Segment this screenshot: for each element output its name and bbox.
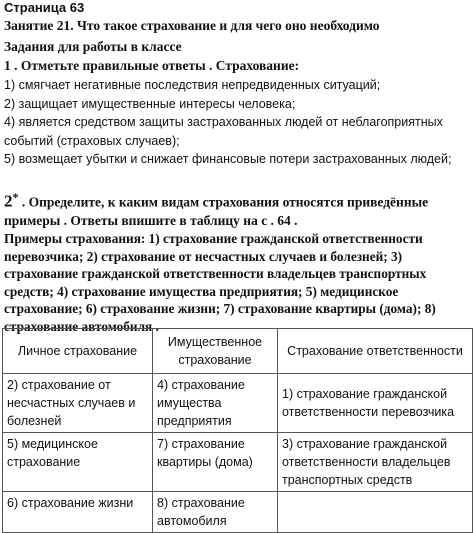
lesson-title: Занятие 21. Что такое страхование и для чего оно необходимо <box>4 18 380 33</box>
table-cell: 6) страхование жизни <box>3 492 153 533</box>
question-2-number: 2 <box>4 191 13 211</box>
question-2 <box>4 188 472 231</box>
table-cell: 3) страхование гражданской ответственности владельцев транспортных средств <box>278 433 473 492</box>
answer-item: 5) возмещает убытки и снижает финансовые потери застрахованных людей; <box>4 152 452 166</box>
answer-item: 2) защищает имущественные интересы человека; <box>4 96 296 111</box>
table-cell: 5) медицинское страхование <box>3 433 153 492</box>
header-personal: Личное страхование <box>3 329 153 374</box>
table-cell: 8) страхование автомобиля <box>153 492 278 533</box>
table-cell: 1) страхование гражданской ответственности перевозчика <box>278 374 473 433</box>
page-label: Страница 63 <box>4 0 85 15</box>
table-header-row <box>3 329 473 374</box>
examples-text: Примеры страхования: 1) страхование гражданской ответственности перевозчика; 2) страхование от несчастных случаев и болезней; 3) страхование гражданской ответственности владельцев транспортных средств; 4) страхование имущества предприятия; 5) медицинское страхование; 6) страхование жизни; 7) страхование квартиры (дома); 8) страхование автомобиля . <box>4 231 436 334</box>
answer-item: 1) смягчает негативные последствия непредвиденных ситуаций; <box>4 78 381 92</box>
tasks-heading: Задания для работы в классе <box>4 39 182 54</box>
question-2-text: . Определите, к каким видам страхования относятся приведённые примеры . Ответы впишите в таблицу на с . 64 . <box>4 194 429 228</box>
answer-table <box>2 328 473 533</box>
table-row <box>3 374 473 433</box>
header-property: Имущественное страхование <box>153 329 278 374</box>
table-cell: 4) страхование имущества предприятия <box>153 374 278 433</box>
table-cell: 2) страхование от несчастных случаев и болезней <box>3 374 153 433</box>
header-liability: Страхование ответственности <box>278 329 473 374</box>
question-1-answers <box>4 76 470 169</box>
table-cell: 7) страхование квартиры (дома) <box>153 433 278 492</box>
answer-item: 4) является средством защиты застрахованных людей от неблагоприятных событий (страховых случаев); <box>4 115 443 148</box>
table-cell <box>278 492 473 533</box>
star-mark: * <box>12 190 19 204</box>
table-row <box>3 492 473 533</box>
question-1-title: 1 . Отметьте правильные ответы . Страхование: <box>4 58 300 73</box>
table-row <box>3 433 473 492</box>
